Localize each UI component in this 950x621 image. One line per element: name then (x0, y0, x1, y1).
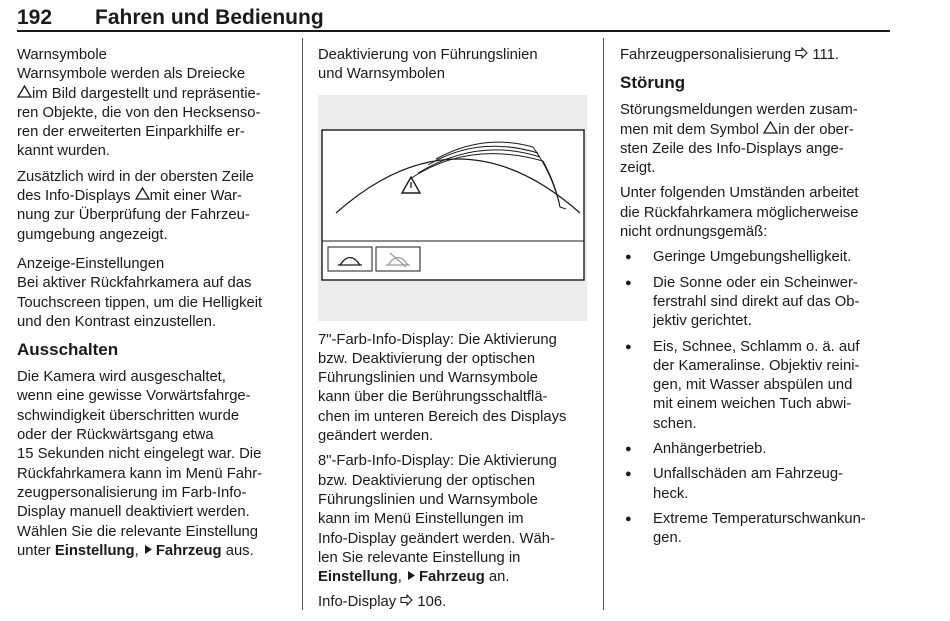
text-line (17, 187, 293, 206)
text-line: heck. (653, 485, 689, 502)
column-divider-2 (603, 38, 604, 610)
menu-term: Fahrzeug (155, 542, 222, 559)
reference-text: Fahrzeugpersonalisierung (620, 47, 792, 63)
text-line: ren der erweiterten Einparkhilfe er- (17, 124, 245, 141)
text-line: ● Unfallschäden am Fahrzeug- (653, 466, 843, 483)
bullet-list (620, 248, 892, 548)
text-line: wenn eine gewisse Vorwärtsfahrge- (17, 388, 251, 405)
arrow-right-icon (143, 542, 156, 561)
list-item (620, 338, 892, 434)
text-line: Wählen Sie die relevante Einstellung (17, 523, 259, 540)
umstaende-paragraph (620, 184, 892, 242)
text-line: Zusätzlich wird in der obersten Zeile (17, 168, 254, 185)
text-line: 15 Sekunden nicht eingelegt war. Die (17, 446, 262, 463)
display-7-paragraph (318, 331, 596, 447)
text-line: Rückfahrkamera kann im Menü Fahr- (17, 465, 263, 482)
text-line: die Rückfahrkamera möglicherweise (620, 204, 859, 221)
column-left (17, 46, 293, 567)
text-line: Führungslinien und Warnsymbole (318, 491, 538, 508)
column-divider-1 (302, 38, 303, 610)
text-line (318, 593, 596, 612)
warning-triangle-icon (763, 121, 778, 140)
text-line: ● Die Sonne oder ein Scheinwer- (653, 274, 858, 291)
list-item (620, 274, 892, 332)
text-fragment: an. (484, 569, 510, 586)
text-line (17, 542, 293, 561)
text-line: Info-Display geändert werden. Wäh- (318, 530, 555, 547)
text-line (318, 568, 596, 587)
text-line: ● Anhängerbetrieb. (653, 441, 767, 458)
column-middle (318, 46, 596, 619)
text-line: bzw. Deaktivierung der optischen (318, 472, 536, 489)
text-line: kann im Menü Einstellungen im (318, 511, 524, 528)
reference-arrow-icon (795, 47, 808, 63)
text-line: der Kameralinse. Objektiv reini- (653, 357, 860, 374)
reference-page: 106. (417, 594, 447, 611)
anzeige-paragraph (17, 274, 293, 332)
text-fragment: aus. (221, 542, 254, 559)
column-right (620, 46, 892, 555)
header-rule (17, 30, 890, 32)
text-line: 8"-Farb-Info-Display: Die Aktivierung (318, 453, 557, 470)
text-line: Display manuell deaktiviert werden. (17, 504, 250, 521)
text-line: Warnsymbole werden als Dreiecke (17, 66, 246, 83)
list-item (620, 465, 892, 504)
ausschalten-paragraph (17, 368, 293, 561)
text-line (620, 46, 892, 65)
list-item (620, 510, 892, 549)
reference-text: Info-Display (318, 594, 397, 611)
text-line: gen. (653, 530, 682, 547)
warnsymbole-paragraph (17, 65, 293, 161)
text-line: ferstrahl sind direkt auf das Ob- (653, 293, 860, 310)
text-line: schen. (653, 415, 697, 432)
text-line: Die Kamera wird ausgeschaltet, (17, 369, 226, 386)
reference-arrow-icon (400, 594, 413, 610)
arrow-right-icon (406, 568, 419, 587)
menu-term: Einstellung (54, 542, 135, 559)
ausschalten-heading: Ausschalten (17, 340, 119, 360)
deaktivierung-heading (318, 46, 596, 85)
text-line: Störungsmeldungen werden zusam- (620, 102, 858, 119)
text-fragment: des Info-Displays (17, 188, 131, 205)
stoerung-paragraph (620, 101, 892, 178)
text-line: nung zur Überprüfung der Fahrzeu- (17, 207, 250, 224)
text-line: jektiv gerichtet. (653, 313, 752, 330)
page-header (17, 6, 890, 30)
text-line: ● Geringe Umgebungshelligkeit. (653, 249, 852, 266)
text-fragment: unter (17, 542, 55, 559)
text-line: ● Extreme Temperaturschwankun- (653, 510, 866, 527)
reference-page: 111. (812, 47, 839, 63)
display-drawing (318, 95, 587, 321)
text-line: schwindigkeit überschritten wurde (17, 407, 240, 424)
text-line: gen, mit Wasser abspülen und (653, 377, 853, 394)
text-line: und Warnsymbolen (318, 66, 445, 83)
list-item (620, 440, 892, 459)
text-line: len Sie relevante Einstellung in (318, 549, 521, 566)
text-fragment: mit einer War- (149, 188, 242, 205)
display-8-paragraph (318, 452, 596, 587)
text-line: ● Eis, Schnee, Schlamm o. ä. auf (653, 338, 860, 355)
text-fragment: in der ober- (778, 121, 854, 138)
warning-triangle-icon (135, 187, 150, 206)
warnsymbole-heading: Warnsymbole (17, 47, 107, 63)
text-line: Führungslinien und Warnsymbole (318, 370, 538, 387)
text-line: chen im unteren Bereich des Displays (318, 408, 567, 425)
personalisierung-reference (620, 46, 892, 65)
info-display-reference (318, 593, 596, 612)
text-line: 7"-Farb-Info-Display: Die Aktivierung (318, 331, 557, 348)
camera-display-illustration (318, 95, 587, 321)
text-line: zeigt. (620, 160, 656, 177)
anzeige-heading: Anzeige-Einstellungen (17, 255, 165, 272)
text-line: kann über die Berührungsschaltflä- (318, 389, 548, 406)
text-line: sten Zeile des Info-Displays ange- (620, 140, 844, 157)
text-line: ren Objekte, die von den Hecksenso- (17, 104, 261, 121)
page-number: 192 (17, 6, 53, 29)
text-line: gumgebung angezeigt. (17, 226, 168, 243)
menu-term: Einstellung (318, 569, 398, 586)
text-line: bzw. Deaktivierung der optischen (318, 350, 536, 367)
text-line: Unter folgenden Umständen arbeitet (620, 185, 859, 202)
text-line: zeugpersonalisierung im Farb-Info- (17, 484, 247, 501)
text-line: und den Kontrast einzustellen. (17, 313, 217, 330)
list-item (620, 248, 892, 267)
text-line: oder der Rückwärtsgang etwa (17, 427, 214, 444)
text-fragment: im Bild dargestellt und repräsentie- (32, 85, 261, 102)
text-fragment: , (134, 542, 143, 559)
text-fragment: men mit dem Symbol (620, 121, 759, 138)
warning-triangle-icon (17, 85, 32, 104)
text-fragment: , (397, 569, 406, 586)
text-line (620, 121, 892, 140)
menu-term: Fahrzeug (418, 569, 485, 586)
chapter-title: Fahren und Bedienung (95, 6, 324, 29)
text-line: kannt wurden. (17, 143, 110, 160)
text-line: nicht ordnungsgemäß: (620, 224, 768, 241)
text-line: Deaktivierung von Führungslinien (318, 47, 538, 63)
stoerung-heading: Störung (620, 73, 686, 93)
text-line: Touchscreen tippen, um die Helligkeit (17, 294, 263, 311)
text-line: geändert werden. (318, 428, 434, 445)
text-line: mit einem weichen Tuch abwi- (653, 396, 852, 413)
text-line: Bei aktiver Rückfahrkamera auf das (17, 275, 252, 292)
text-line (17, 85, 293, 104)
warnsymbole-paragraph-2 (17, 168, 293, 245)
